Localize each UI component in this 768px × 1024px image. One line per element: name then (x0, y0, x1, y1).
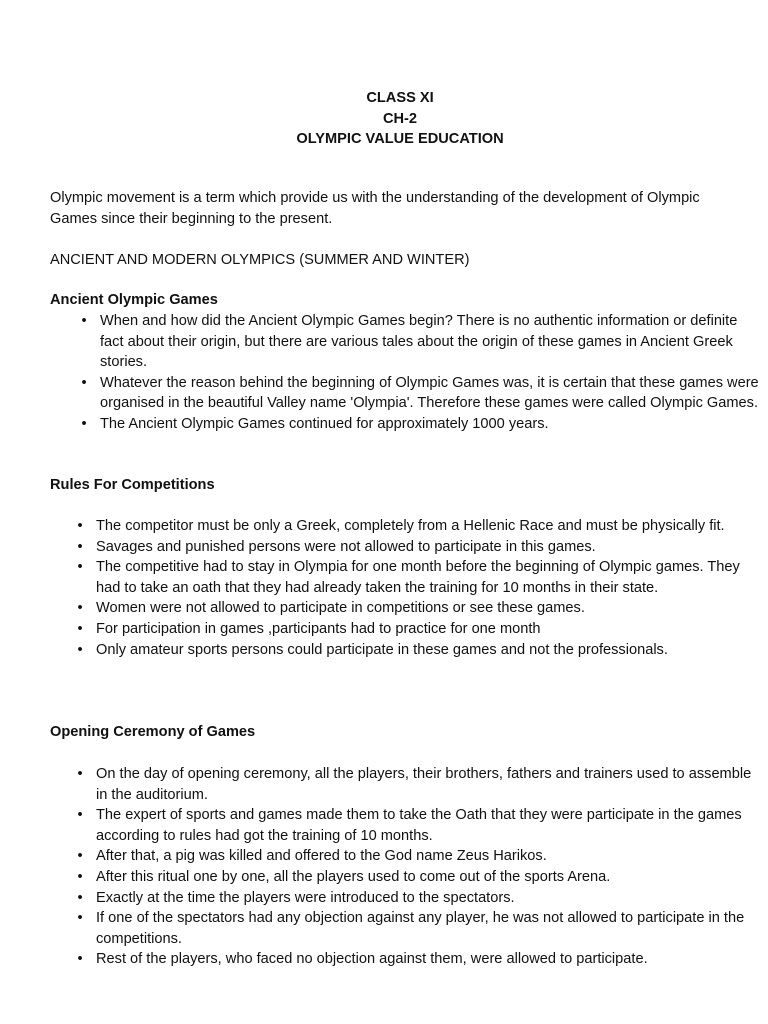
intro-paragraph: Olympic movement is a term which provide us with the understanding of the development of Olympic Games since their beginning to the present. (50, 190, 700, 227)
ancient-games-heading: Ancient Olympic Games (50, 292, 218, 308)
list-item: • The Ancient Olympic Games continued for approximately 1000 years. (100, 414, 764, 435)
bullet-icon: • (77, 889, 83, 906)
list-item: • Only amateur sports persons could participate in these games and not the professionals. (96, 640, 764, 661)
list-item: • On the day of opening ceremony, all the players, their brothers, fathers and trainers used to assemble in the auditorium. (96, 764, 764, 805)
bullet-icon: • (77, 807, 83, 824)
bullet-icon: • (77, 559, 83, 576)
bullet-icon: • (77, 848, 83, 865)
bullet-icon: • (81, 374, 87, 391)
list-item: • Savages and punished persons were not allowed to participate in this games. (96, 537, 764, 558)
list-item: • When and how did the Ancient Olympic Games begin? There is no authentic information or definite fact about their origin, but there are various tales about the origin of these games in Ancient Greek stories. (100, 311, 764, 373)
list-item: • For participation in games ,participants had to practice for one month (96, 619, 764, 640)
rules-list (77, 516, 764, 660)
bullet-icon: • (77, 951, 83, 968)
bullet-icon: • (77, 868, 83, 885)
document-title-block (0, 88, 768, 150)
list-item: • Women were not allowed to participate in competitions or see these games. (96, 598, 764, 619)
bullet-icon: • (77, 600, 83, 617)
list-item: • The competitor must be only a Greek, completely from a Hellenic Race and must be physically fit. (96, 516, 764, 537)
section-heading-olympics: ANCIENT AND MODERN OLYMPICS (SUMMER AND WINTER) (50, 252, 470, 268)
list-item: • Whatever the reason behind the beginning of Olympic Games was, it is certain that these games were organised in the beautiful Valley name 'Olympia'. Therefore these games were called Olympic Games. (100, 373, 764, 414)
bullet-icon: • (77, 620, 83, 637)
rules-heading: Rules For Competitions (50, 477, 215, 493)
list-item: • If one of the spectators had any objection against any player, he was not allowed to participate in the competitions. (96, 908, 764, 949)
bullet-icon: • (77, 538, 83, 555)
bullet-icon: • (81, 415, 87, 432)
list-item: • Rest of the players, who faced no objection against them, were allowed to participate. (96, 949, 764, 970)
bullet-icon: • (81, 313, 87, 329)
chapter-title: OLYMPIC VALUE EDUCATION (296, 131, 504, 148)
ancient-games-list (81, 311, 764, 435)
bullet-icon: • (77, 910, 83, 927)
bullet-icon: • (77, 518, 83, 534)
bullet-icon: • (77, 641, 83, 658)
list-item: • The expert of sports and games made them to take the Oath that they were participate in the games according to rules had got the training of 10 months. (96, 805, 764, 846)
list-item: • After this ritual one by one, all the players used to come out of the sports Arena. (96, 867, 764, 888)
bullet-icon: • (77, 766, 83, 782)
list-item: • Exactly at the time the players were introduced to the spectators. (96, 888, 764, 909)
chapter-label: CH-2 (382, 110, 418, 127)
opening-ceremony-list (77, 764, 764, 970)
list-item: • After that, a pig was killed and offered to the God name Zeus Harikos. (96, 846, 764, 867)
opening-ceremony-heading: Opening Ceremony of Games (50, 724, 256, 740)
list-item: • The competitive had to stay in Olympia for one month before the beginning of Olympic games. They had to take an oath that they had already taken the training for 10 months in their state. (96, 557, 764, 598)
class-label: CLASS XI (366, 90, 434, 106)
